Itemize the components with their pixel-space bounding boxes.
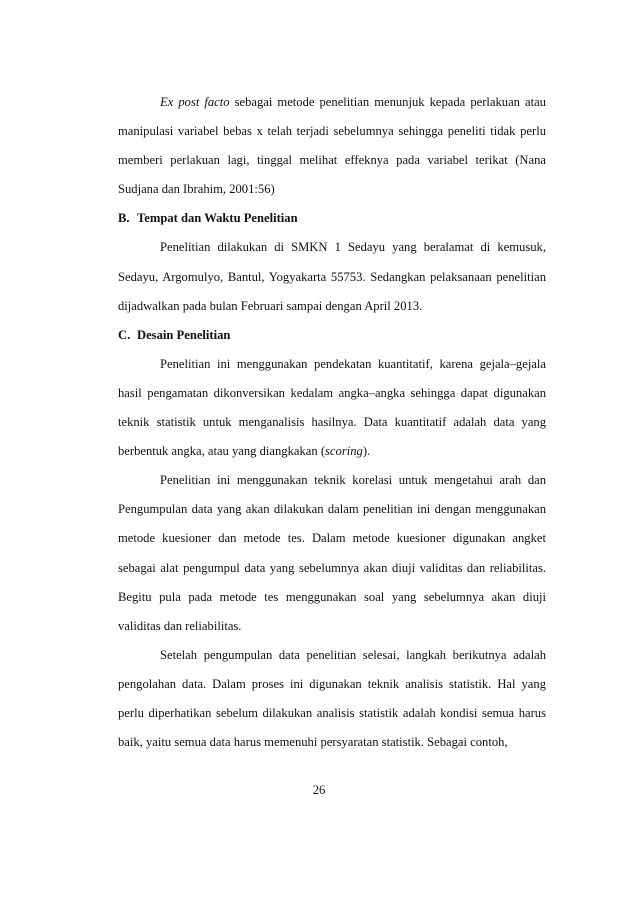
- italic-term-ex-post-facto: Ex post facto: [160, 95, 230, 109]
- section-number: B.: [118, 211, 130, 226]
- paragraph-pendekatan-kuantitatif: [118, 350, 546, 466]
- section-heading-b: [118, 204, 546, 233]
- paragraph-teknik-korelasi: Penelitian ini menggunakan teknik korelasi untuk mengetahui arah dan Pengumpulan data yang akan dilakukan dalam penelitian ini dengan menggunakan metode kuesioner dan metode tes. Dalam metode kuesioner digunakan angket sebagai alat pengumpul data yang sebelumnya akan diuji validitas dan reliabilitas. Begitu pula pada metode tes menggunakan soal yang sebelumnya akan diuji validitas dan reliabilitas.: [118, 473, 546, 633]
- paragraph-text-end: ).: [362, 444, 371, 459]
- page-number: 26: [312, 783, 326, 797]
- page-body: [118, 88, 546, 757]
- paragraph-text: sebagai metode penelitian menunjuk kepada perlakuan atau manipulasi variabel bebas x telah terjadi sebelumnya sehingga peneliti tidak perlu memberi perlakuan lagi, tinggal melihat effeknya pada variabel terikat (Nana Sudjana dan Ibrahim, 2001:56): [118, 95, 546, 197]
- paragraph-text: Penelitian ini menggunakan pendekatan kuantitatif, karena gejala–gejala hasil pengamatan dikonversikan kedalam angka–angka sehingga dapat digunakan teknik statistik untuk menganalisis hasilnya. Data kuantitatif adalah data yang berbentuk angka, atau yang diangkakan (: [118, 356, 546, 459]
- paragraph-ex-post-facto: [118, 88, 546, 204]
- section-title: Desain Penelitian: [137, 327, 231, 342]
- paragraph-tempat-waktu: Penelitian dilakukan di SMKN 1 Sedayu yang beralamat di kemusuk, Sedayu, Argomulyo, Bantul, Yogyakarta 55753. Sedangkan pelaksanaan penelitian dijadwalkan pada bulan Februari sampai dengan April 2013.: [118, 240, 546, 313]
- italic-term-scoring: scoring: [325, 444, 363, 459]
- section-title: Tempat dan Waktu Penelitian: [137, 211, 298, 226]
- paragraph-pengolahan-data: Setelah pengumpulan data penelitian selesai, langkah berikutnya adalah pengolahan data. Dalam proses ini digunakan teknik analisis statistik. Hal yang perlu diperhatikan sebelum dilakukan analisis statistik adalah kondisi semua harus baik, yaitu semua data harus memenuhi persyaratan statistik. Sebagai contoh,: [118, 647, 546, 750]
- section-heading-c: [118, 321, 546, 350]
- section-number: C.: [118, 327, 131, 342]
